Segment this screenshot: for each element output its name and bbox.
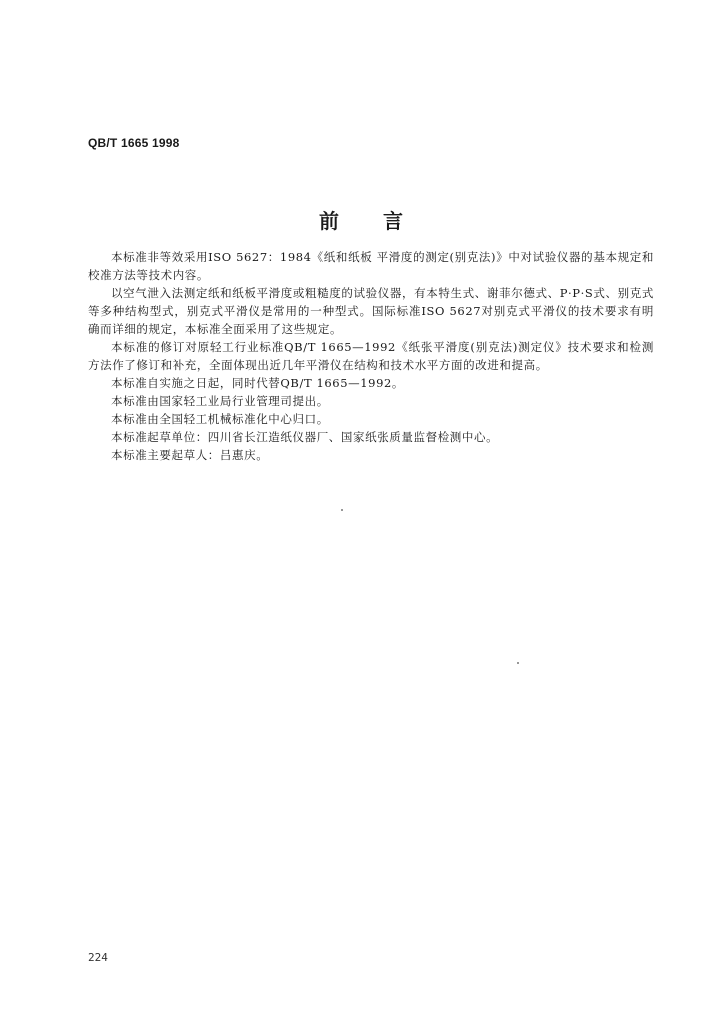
paragraph: 本标准由全国轻工机械标准化中心归口。 xyxy=(111,412,329,426)
document-code: QB/T 1665 1998 xyxy=(88,136,180,150)
paragraph: 本标准的修订对原轻工行业标准QB/T 1665—1992《纸张平滑度(别克法)测定仪》技术要求和检测方法作了修订和补充，全面体现出近几年平滑仪在结构和技术水平方面的改进和提高。 xyxy=(88,340,654,372)
scan-speck xyxy=(517,662,519,664)
preface-body xyxy=(88,248,654,464)
scan-speck xyxy=(341,509,343,511)
paragraph: 本标准自实施之日起，同时代替QB/T 1665—1992。 xyxy=(111,376,405,390)
paragraph: 本标准非等效采用ISO 5627：1984《纸和纸板 平滑度的测定(别克法)》中对试验仪器的基本规定和校准方法等技术内容。 xyxy=(88,250,654,282)
paragraph: 以空气泄入法测定纸和纸板平滑度或粗糙度的试验仪器，有本特生式、谢菲尔德式、P·P·S式、别克式等多种结构型式，别克式平滑仪是常用的一种型式。国际标准ISO 5627对别克式平滑仪的技术要求有明确而详细的规定，本标准全面采用了这些规定。 xyxy=(88,286,654,336)
paragraph: 本标准主要起草人：吕惠庆。 xyxy=(111,448,269,462)
section-title: 前言 xyxy=(319,209,447,233)
page-number: 224 xyxy=(88,951,108,964)
paragraph: 本标准起草单位：四川省长江造纸仪器厂、国家纸张质量监督检测中心。 xyxy=(111,430,499,444)
paragraph: 本标准由国家轻工业局行业管理司提出。 xyxy=(111,394,329,408)
